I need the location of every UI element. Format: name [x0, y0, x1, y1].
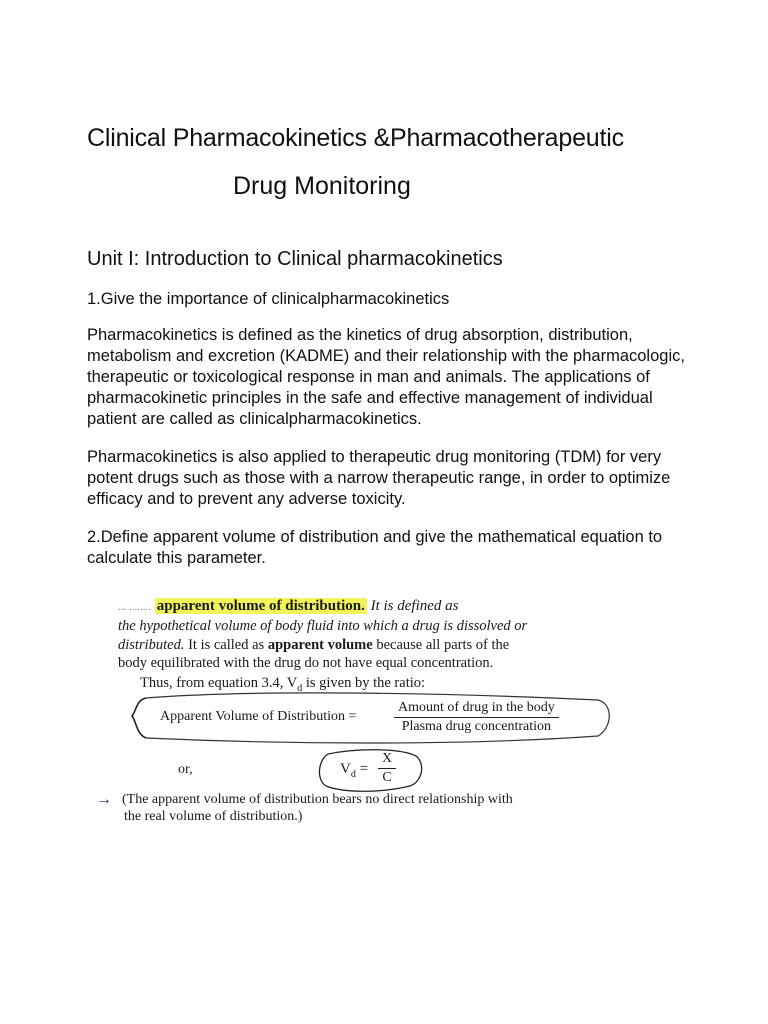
equation-2-denominator: C: [382, 770, 392, 785]
equation-2-fraction: [378, 751, 396, 786]
document-title-line2: Drug Monitoring: [233, 172, 411, 200]
scanned-textbook-excerpt: [96, 590, 638, 830]
scan-line-5-rest: is given by the ratio:: [302, 675, 426, 691]
question-1: 1.Give the importance of clinicalpharmacokinetics: [87, 290, 450, 308]
scan-line-1-rest: It is defined as: [370, 598, 459, 614]
scan-faded-text: ... ........: [118, 601, 151, 613]
equation-2-outline: [316, 748, 426, 792]
scan-line-3-b: because all parts of the: [376, 637, 510, 653]
scan-line-2: the hypothetical volume of body fluid into which a drug is dissolved or: [118, 618, 528, 634]
equation-2-lhs: [340, 761, 368, 780]
scan-line-5-sub: d: [297, 682, 303, 694]
unit-heading: Unit I: Introduction to Clinical pharmacokinetics: [87, 248, 503, 270]
or-label: or,: [178, 762, 193, 777]
scan-line-3: [118, 637, 509, 654]
equation-2-v: V: [340, 761, 351, 777]
document-title-line1: Clinical Pharmacokinetics &Pharmacotherapeutic: [87, 124, 624, 152]
scan-line-5-text: Thus, from equation 3.4, V: [140, 675, 298, 691]
scan-line-3-bold: apparent volume: [267, 637, 373, 653]
equation-1-numerator: Amount of drug in the body: [394, 700, 559, 718]
scan-line-3-italic: distributed.: [118, 637, 185, 653]
equation-2-sub: d: [350, 769, 356, 780]
answer-1-paragraph-2: Pharmacokinetics is also applied to therapeutic drug monitoring (TDM) for very potent drugs such as those with a narrow therapeutic range, in order to optimize efficacy and to prevent any adverse toxicity.: [87, 448, 671, 508]
equation-2-equals: =: [359, 761, 369, 777]
highlighted-term: apparent volume of distribution.: [156, 598, 365, 614]
scan-line-9: the real volume of distribution.): [124, 809, 303, 824]
equation-1-denominator: Plasma drug concentration: [401, 719, 551, 734]
equation-1-fraction: [394, 700, 559, 735]
answer-1-paragraph-1: Pharmacokinetics is defined as the kinetics of drug absorption, distribution, metabolism and excretion (KADME) and their relationship with the pharmacologic, therapeutic or toxicological response in man and animals. The applications of pharmacokinetic principles in the safe and effective management of individual patient are called as clinicalpharmacokinetics.: [87, 326, 685, 428]
scan-line-4: body equilibrated with the drug do not have equal concentration.: [118, 655, 494, 671]
scan-line-3-a: It is called as: [188, 637, 265, 653]
equation-1-label: Apparent Volume of Distribution =: [160, 709, 357, 724]
question-2: 2.Define apparent volume of distribution and give the mathematical equation to calculate this parameter.: [87, 528, 663, 567]
arrow-icon: →: [96, 791, 112, 808]
equation-2-numerator: X: [378, 751, 396, 769]
scan-line-1: [118, 598, 459, 615]
scan-line-8: (The apparent volume of distribution bears no direct relationship with: [122, 792, 513, 807]
